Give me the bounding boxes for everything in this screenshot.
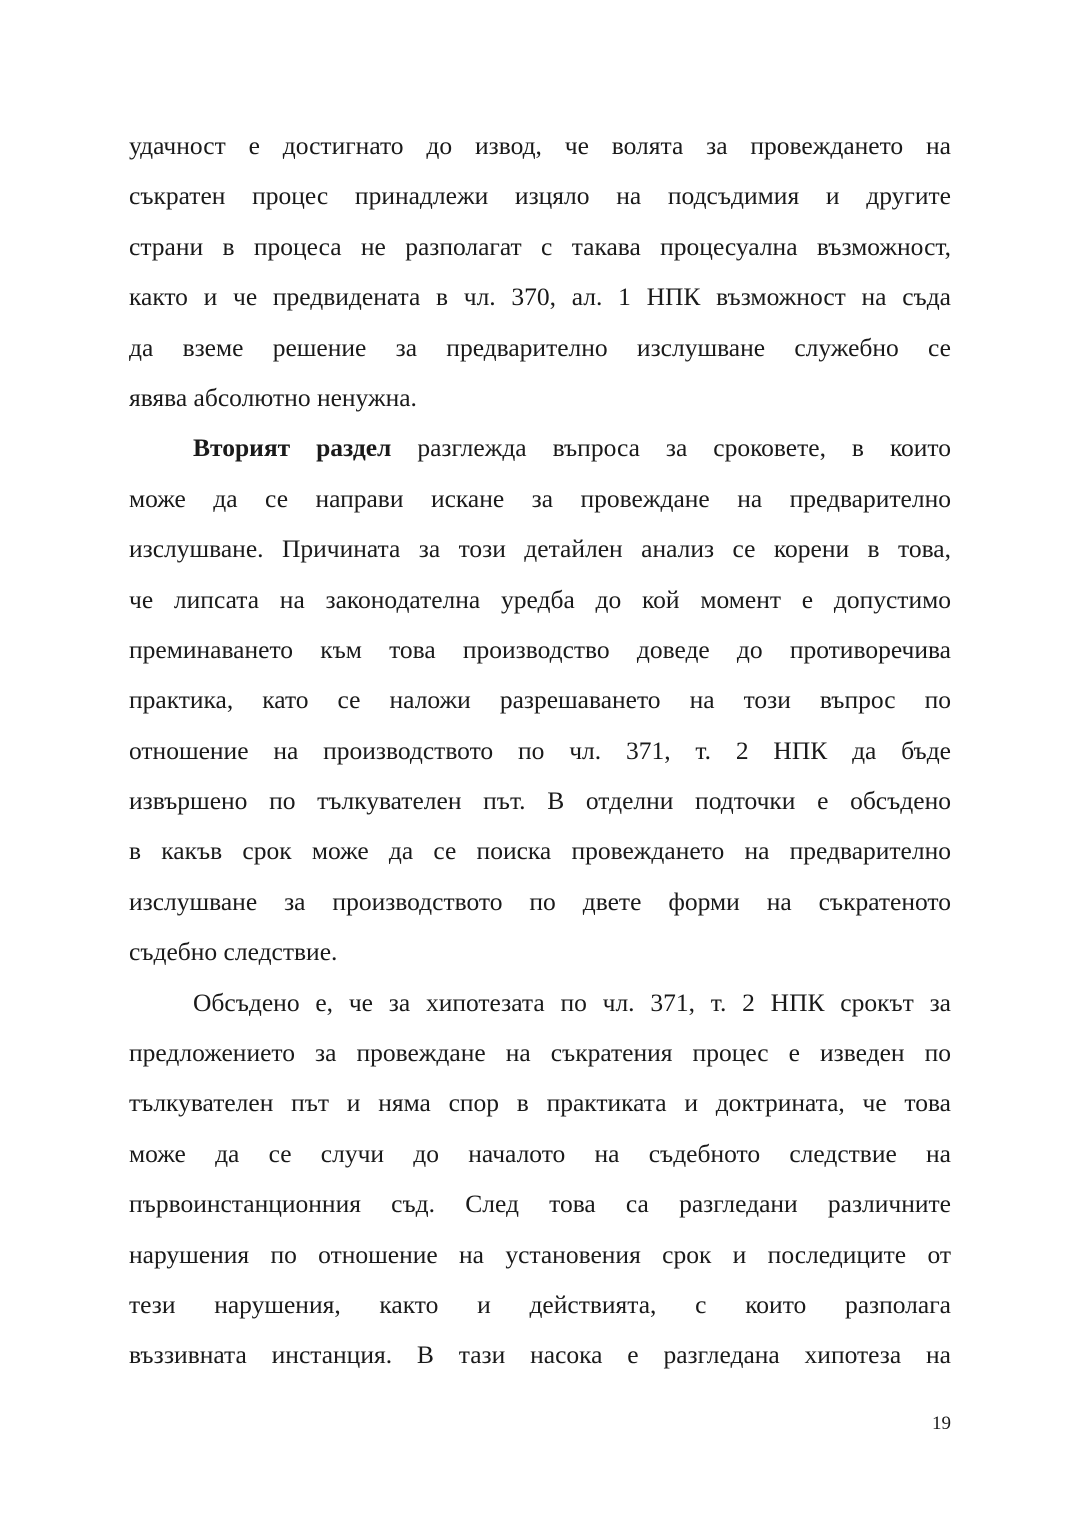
body-text [129,121,951,1381]
text-line: изслушване. Причината за този детайлен анализ се корени в това, [129,534,951,564]
text-line: изслушване за производството по двете форми на съкратеното [129,886,951,916]
text-line: отношение на производството по чл. 371, т. 2 НПК да бъде [129,735,951,765]
text-line [129,423,951,473]
text-line: в какъв срок може да се поиска провеждането на предварително [129,836,951,866]
text-line: практика, като се наложи разрешаването на този въпрос по [129,685,951,715]
text-line: предложението за провеждане на съкратения процес е изведен по [129,1038,951,1068]
text-line: преминаването към това производство доведе до противоречива [129,634,951,664]
text-line: тези нарушения, както и действията, с които разполага [129,1289,951,1319]
text-line: Обсъдено е, че за хипотезата по чл. 371, т. 2 НПК срокът за [193,987,951,1017]
text-line: съдебно следствие. [129,937,338,967]
text-line: страни в процеса не разполагат с такава процесуална възможност, [129,231,951,261]
text-line: явява абсолютно ненужна. [129,382,417,412]
text-line: че липсата на законодателна уредба до кой момент е допустимо [129,584,951,614]
text-line: удачност е достигнато до извод, че волята за провеждането на [129,131,951,160]
text-line: въззивната инстанция. В тази насока е разгледана хипотеза на [129,1340,951,1370]
text-line: извършено по тълкувателен път. В отделни подточки е обсъдено [129,786,951,816]
text-line: нарушения по отношение на установения срок и последиците от [129,1239,951,1269]
text-fragment: разглежда въпроса за сроковете, в които [391,433,951,463]
paragraph-1 [129,121,951,423]
text-line: може да се направи искане за провеждане на предварително [129,483,951,513]
text-line: съкратен процес принадлежи изцяло на подсъдимия и другите [129,181,951,211]
paragraph-2 [129,423,951,977]
text-line: тълкувателен път и няма спор в практиката и доктрината, че това [129,1088,951,1118]
section-heading-inline: Вторият раздел [193,433,392,463]
text-line: както и че предвидената в чл. 370, ал. 1 НПК възможност на съда [129,282,951,312]
paragraph-3 [129,978,951,1381]
text-line: първоинстанционния съд. След това са разгледани различните [129,1189,951,1219]
text-line: да вземе решение за предварително изслушване служебно се [129,332,951,362]
text-line: може да се случи до началото на съдебното следствие на [129,1138,951,1168]
page-number: 19 [932,1413,951,1434]
